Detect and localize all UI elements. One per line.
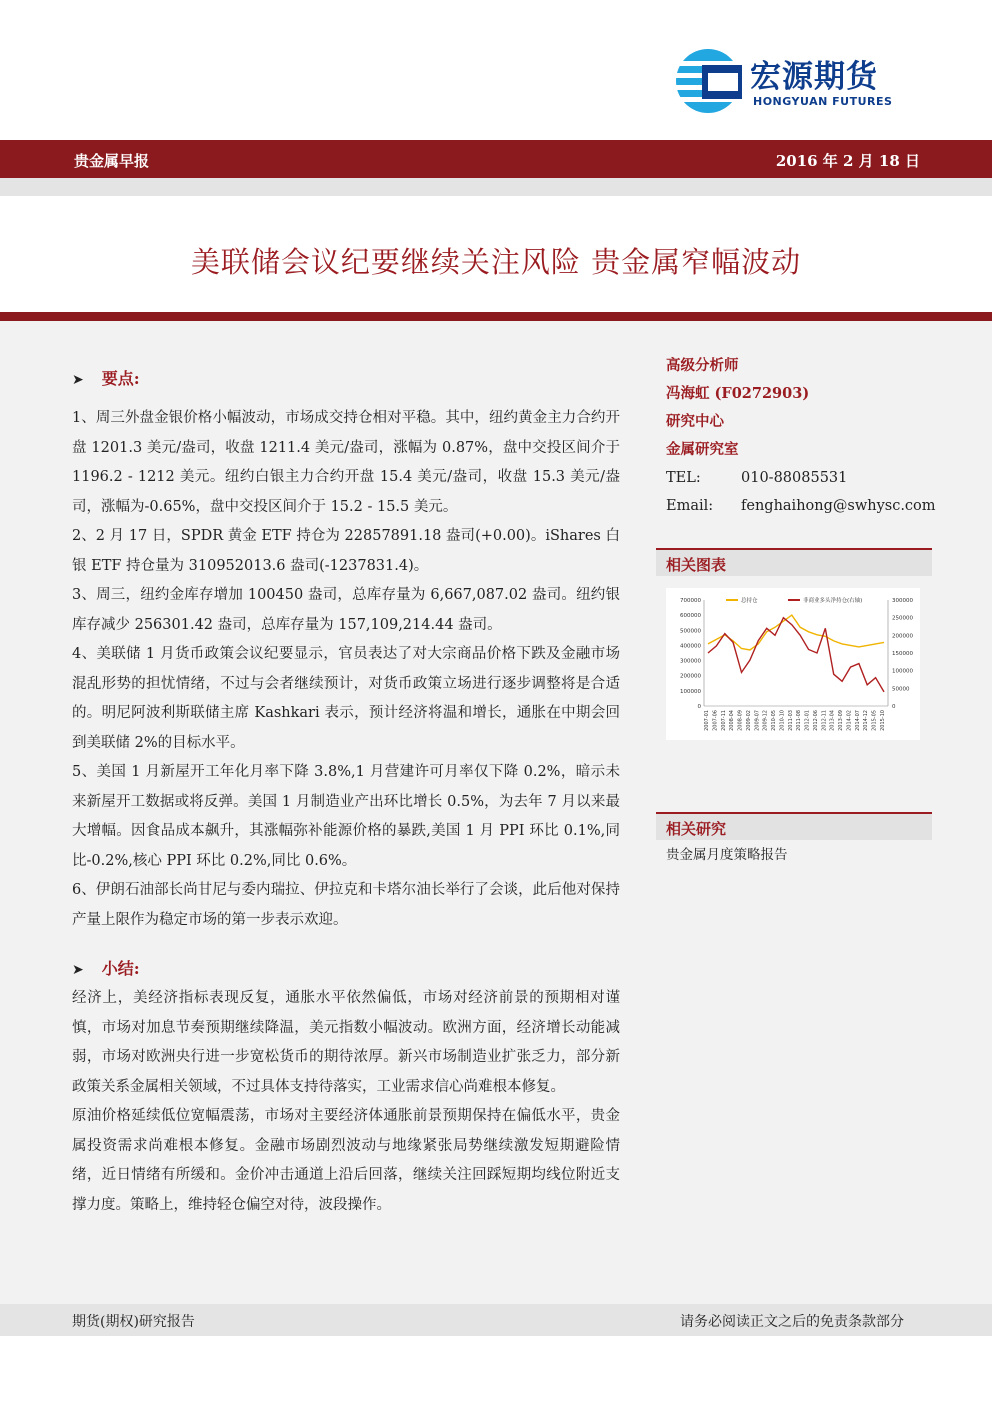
arrow-right-icon: ➤ xyxy=(72,962,84,978)
key-points-heading: ➤ 要点: xyxy=(72,369,140,388)
email-label: Email: xyxy=(666,498,714,514)
y-left-tick-label: 600000 xyxy=(680,613,701,620)
y-right-tick-label: 200000 xyxy=(892,633,913,640)
x-tick-label: 2012-11 xyxy=(821,710,828,731)
tel-label: TEL: xyxy=(666,470,701,486)
analyst-role: 高级分析师 xyxy=(666,357,739,374)
y-left-tick-label: 200000 xyxy=(680,673,701,680)
related-chart-heading: 相关图表 xyxy=(656,548,932,576)
x-tick-label: 2009-02 xyxy=(745,710,752,731)
x-tick-label: 2013-04 xyxy=(829,710,836,731)
key-point-3: 3、周三，纽约金库存增加 100450 盎司，总库存量为 6,667,087.02 盎司。纽约银库存减少 256301.42 盎司，总库存量为 157,109,214.44 盎司。 xyxy=(72,587,620,633)
x-tick-label: 2015-05 xyxy=(871,710,878,731)
legend-label: 总持仓 xyxy=(741,598,758,604)
y-right-tick-label: 250000 xyxy=(892,615,913,622)
y-right-tick-label: 0 xyxy=(892,704,896,710)
y-right-tick-label: 300000 xyxy=(892,598,913,604)
x-tick-label: 2012-06 xyxy=(812,710,819,731)
x-tick-label: 2008-04 xyxy=(729,710,736,731)
footer-left-text: 期货(期权)研究报告 xyxy=(72,1314,195,1330)
x-tick-label: 2008-09 xyxy=(737,710,744,731)
x-tick-label: 2015-10 xyxy=(880,710,886,731)
summary-heading: ➤ 小结: xyxy=(72,959,140,978)
x-tick-label: 2007-06 xyxy=(712,710,719,731)
arrow-right-icon: ➤ xyxy=(72,372,84,388)
analyst-name: 冯海虹 (F0272903) xyxy=(666,385,810,402)
related-research-item[interactable]: 贵金属月度策略报告 xyxy=(666,847,788,863)
y-right-tick-label: 50000 xyxy=(892,686,910,693)
y-right-tick-label: 100000 xyxy=(892,668,913,675)
key-point-5: 5、美国 1 月新屋开工年化月率下降 3.8%,1 月营建许可月率仅下降 0.2%，暗示未来新屋开工数据或将反弹。美国 1 月制造业产出环比增长 0.5%，为去年 7 月以来最大增幅。因食品成本飙升，其涨幅弥补能源价格的暴跌,美国 1 月 PPI 环比 0.1%,同比-0.2%,核心 PPI 环比 0.2%,同比 0.6%。 xyxy=(72,764,620,869)
legend-label: 非商业多头净持仓(右轴) xyxy=(803,598,863,604)
y-left-tick-label: 0 xyxy=(697,704,701,710)
x-tick-label: 2007-01 xyxy=(704,710,710,731)
summary-body xyxy=(72,984,620,1220)
x-tick-label: 2013-09 xyxy=(838,710,845,731)
y-right-tick-label: 150000 xyxy=(892,651,913,657)
x-tick-label: 2009-07 xyxy=(754,710,761,731)
email-value[interactable]: fenghaihong@swhysc.com xyxy=(741,498,936,514)
y-left-tick-label: 300000 xyxy=(680,658,701,665)
x-tick-label: 2009-12 xyxy=(762,710,769,731)
related-research-heading: 相关研究 xyxy=(656,812,932,840)
title-divider xyxy=(0,312,992,321)
analyst-email xyxy=(666,492,946,520)
x-tick-label: 2011-03 xyxy=(787,710,794,731)
series-net-long-line xyxy=(708,618,884,692)
tel-value: 010-88085531 xyxy=(741,470,848,486)
company-logo xyxy=(672,47,922,115)
analyst-team: 金属研究室 xyxy=(666,441,739,458)
x-tick-label: 2007-11 xyxy=(720,710,727,731)
key-points-body xyxy=(72,404,620,935)
report-date: 2016 年 2 月 18 日 xyxy=(775,152,920,170)
logo-mark-icon xyxy=(672,47,744,115)
analyst-info xyxy=(666,352,946,520)
x-tick-label: 2014-12 xyxy=(863,710,870,731)
header-band-shadow xyxy=(0,178,992,196)
x-tick-label: 2014-07 xyxy=(854,710,861,731)
y-left-tick-label: 100000 xyxy=(680,688,701,695)
summary-paragraph-1: 经济上，美经济指标表现反复，通胀水平依然偏低，市场对经济前景的预期相对谨慎，市场对加息节奏预期继续降温，美元指数小幅波动。欧洲方面，经济增长动能减弱，市场对欧洲央行进一步宽松货币的期待浓厚。新兴市场制造业扩张乏力，部分新政策关系金属相关领域，不过具体支持待落实，工业需求信心尚难根本修复。 xyxy=(72,990,620,1095)
x-tick-label: 2012-01 xyxy=(804,710,811,731)
x-tick-label: 2011-08 xyxy=(796,710,803,731)
key-point-4: 4、美联储 1 月货币政策会议纪要显示，官员表达了对大宗商品价格下跌及金融市场混乱形势的担忧情绪，不过与会者继续预计，对货币政策立场进行逐步调整将是合适的。明尼阿波利斯联储主席 Kashkari 表示，预计经济将温和增长，通胀在中期会回到美联储 2%的目标水平。 xyxy=(72,646,620,751)
analyst-dept: 研究中心 xyxy=(666,413,724,430)
page-title: 美联储会议纪要继续关注风险 贵金属窄幅波动 xyxy=(190,245,802,279)
holdings-chart-svg xyxy=(666,588,920,740)
report-type: 贵金属早报 xyxy=(74,152,150,170)
logo-name-en: HONGYUAN FUTURES xyxy=(753,95,893,108)
logo-name-cn: 宏源期货 xyxy=(750,59,878,95)
x-tick-label: 2010-10 xyxy=(779,710,786,731)
holdings-chart xyxy=(666,588,920,740)
y-left-tick-label: 400000 xyxy=(680,643,701,650)
y-left-tick-label: 500000 xyxy=(680,628,701,635)
x-tick-label: 2014-02 xyxy=(846,710,853,731)
key-point-2: 2、2 月 17 日，SPDR 黄金 ETF 持仓为 22857891.18 盎司(+0.00)。iShares 白银 ETF 持仓量为 310952013.6 盎司(-1237831.4)。 xyxy=(72,528,620,574)
key-point-6: 6、伊朗石油部长尚甘尼与委内瑞拉、伊拉克和卡塔尔油长举行了会谈，此后他对保持产量上限作为稳定市场的第一步表示欢迎。 xyxy=(72,882,620,928)
analyst-tel xyxy=(666,464,946,492)
x-tick-label: 2010-05 xyxy=(771,710,778,731)
summary-paragraph-2: 原油价格延续低位宽幅震荡，市场对主要经济体通胀前景预期保持在偏低水平，贵金属投资需求尚难根本修复。金融市场剧烈波动与地缘紧张局势继续激发短期避险情绪，近日情绪有所缓和。金价冲击通道上沿后回落，继续关注回踩短期均线位附近支撑力度。策略上，维持轻仓偏空对待，波段操作。 xyxy=(72,1108,620,1213)
key-point-1: 1、周三外盘金银价格小幅波动，市场成交持仓相对平稳。其中，纽约黄金主力合约开盘 1201.3 美元/盎司，收盘 1211.4 美元/盎司，涨幅为 0.87%，盘中交投区间介于 1196.2 - 1212 美元。纽约白银主力合约开盘 15.4 美元/盎司，收盘 15.3 美元/盎司，涨幅为-0.65%，盘中交投区间介于 15.2 - 15.5 美元。 xyxy=(72,410,620,515)
y-left-tick-label: 700000 xyxy=(680,598,701,604)
footer-disclaimer-link: 请务必阅读正文之后的免责条款部分 xyxy=(680,1314,904,1330)
